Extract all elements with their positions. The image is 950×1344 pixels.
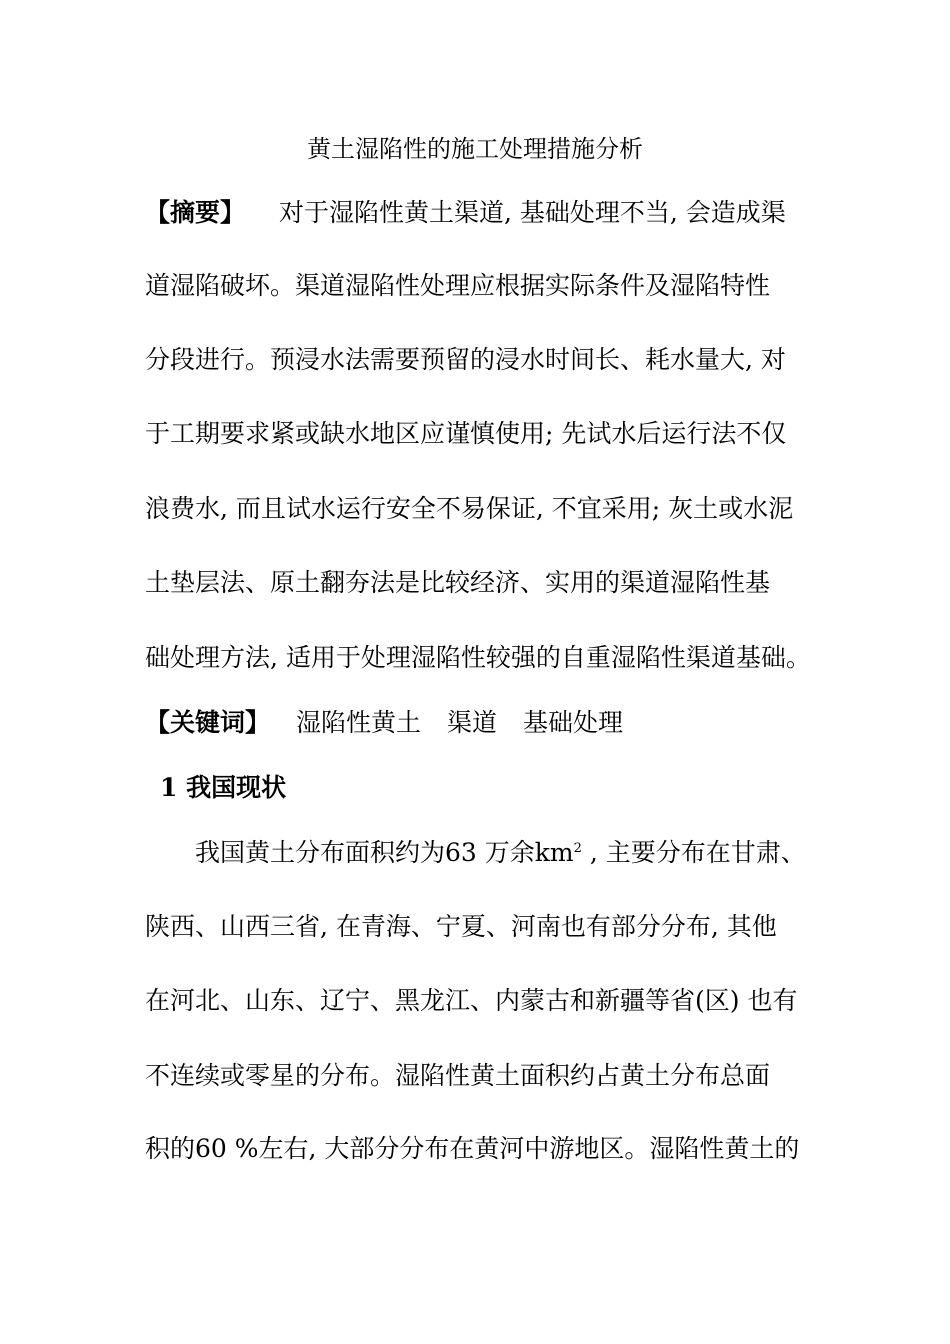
section-paragraph-line: 不连续或零星的分布。湿陷性黄土面积约占黄土分布总面 xyxy=(145,1061,771,1090)
keyword-item: 湿陷性黄土 xyxy=(296,708,422,737)
abstract-text-line: 道湿陷破坏。渠道湿陷性处理应根据实际条件及湿陷特性 xyxy=(145,271,771,300)
superscript-text: 2 xyxy=(573,841,582,856)
abstract-text-line: 对于湿陷性黄土渠道, 基础处理不当, 会造成渠 xyxy=(279,198,786,227)
section-paragraph-line: 积的60 %左右, 大部分分布在黄河中游地区。湿陷性黄土的 xyxy=(145,1134,800,1163)
abstract-text-line: 浪费水, 而且试水运行安全不易保证, 不宜采用; 灰土或水泥 xyxy=(145,494,794,523)
section-heading: 1 我国现状 xyxy=(160,773,287,802)
abstract-text-line: 于工期要求紧或缺水地区应谨慎使用; 先试水后运行法不仅 xyxy=(145,419,787,448)
section-paragraph-line-1 xyxy=(145,835,806,871)
keyword-item: 基础处理 xyxy=(523,708,624,737)
abstract-text-line: 分段进行。预浸水法需要预留的浸水时间长、耗水量大, 对 xyxy=(145,345,786,374)
paragraph-text: 我国黄土分布面积约为63 万余km xyxy=(195,838,574,867)
paragraph-text: , 主要分布在甘肃、 xyxy=(581,838,806,867)
keywords-line xyxy=(145,705,623,741)
abstract-line-1 xyxy=(145,195,786,231)
section-paragraph-line: 在河北、山东、辽宁、黑龙江、内蒙古和新疆等省(区) 也有 xyxy=(145,986,798,1015)
abstract-label: 【摘要】 xyxy=(145,198,246,227)
section-paragraph-line: 陕西、山西三省, 在青海、宁夏、河南也有部分分布, 其他 xyxy=(145,912,777,941)
document-title: 黄土湿陷性的施工处理措施分析 xyxy=(307,135,643,163)
keywords-label: 【关键词】 xyxy=(145,708,271,737)
abstract-text-line: 土垫层法、原土翻夯法是比较经济、实用的渠道湿陷性基 xyxy=(145,568,771,597)
abstract-text-line: 础处理方法, 适用于处理湿陷性较强的自重湿陷性渠道基础。 xyxy=(145,643,811,672)
keyword-item: 渠道 xyxy=(447,708,498,737)
